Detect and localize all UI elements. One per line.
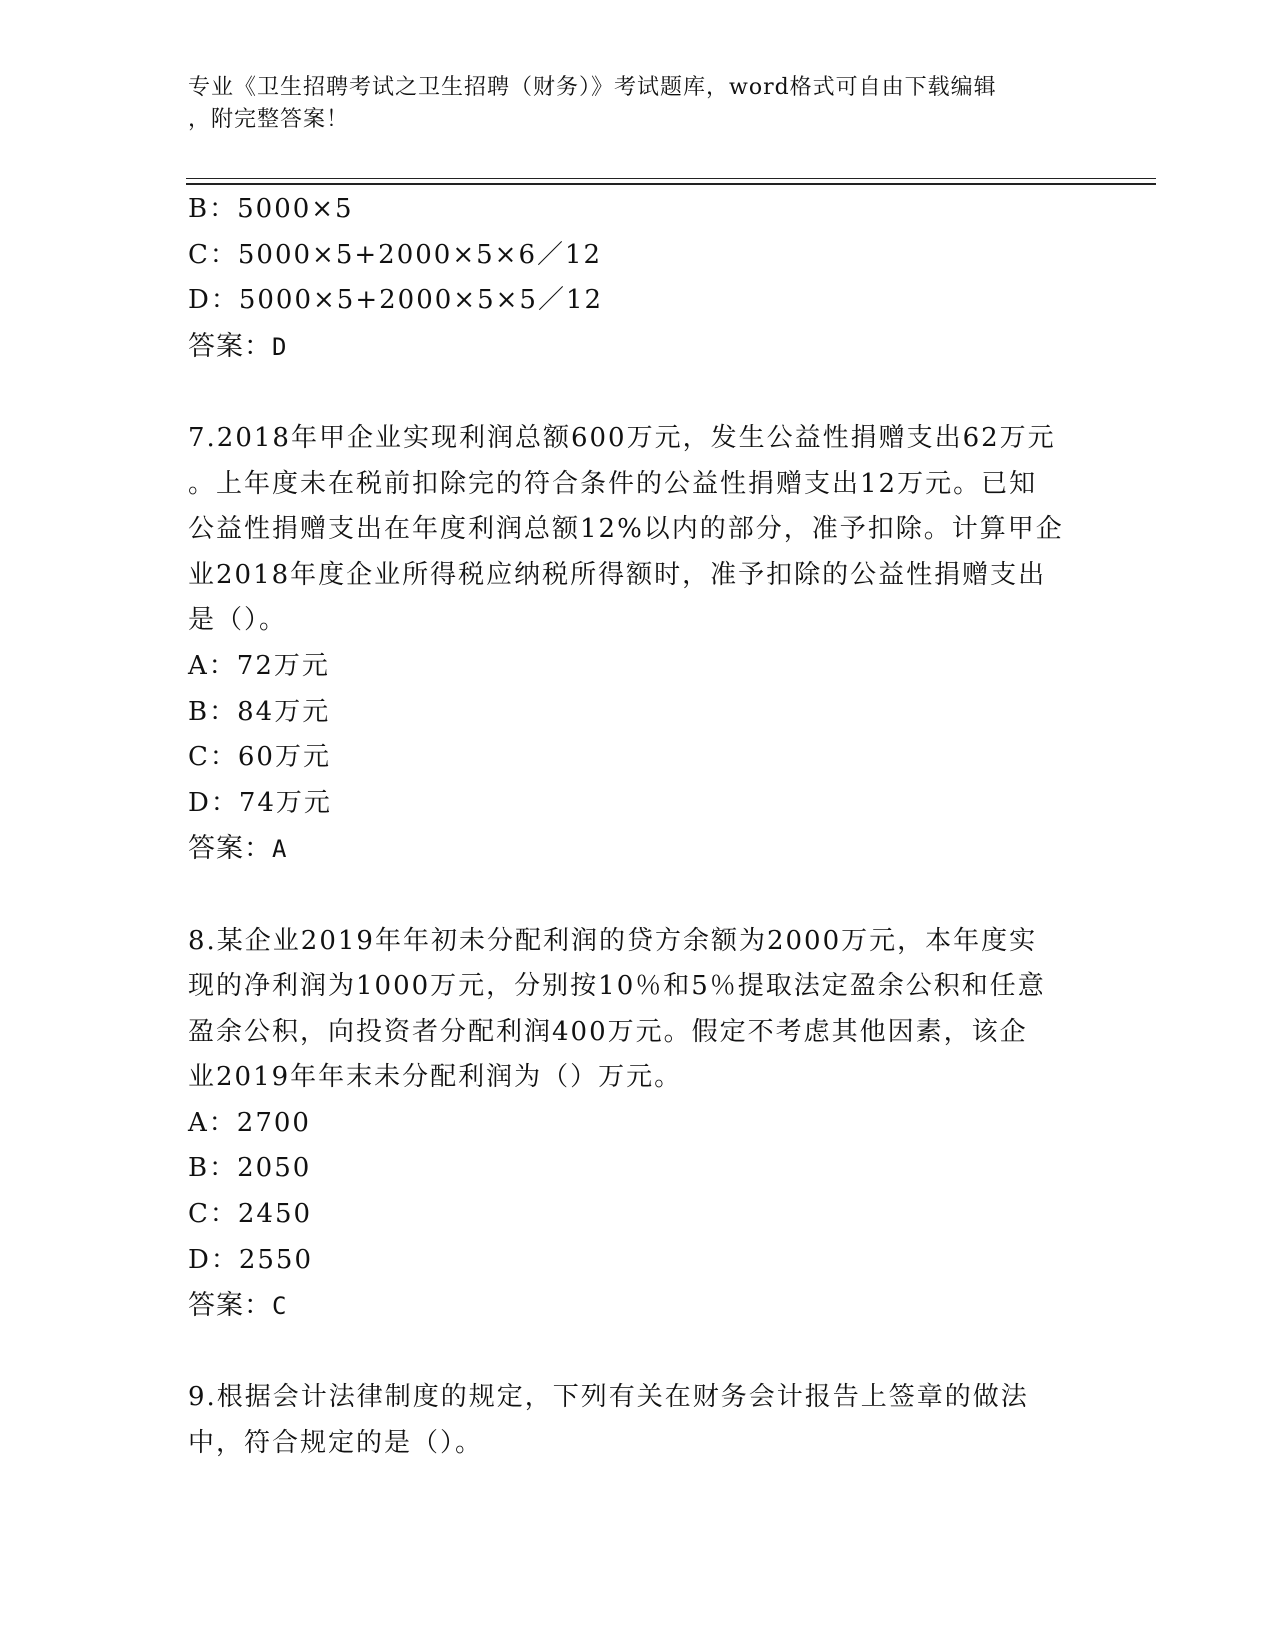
- answer-label: 答案：: [188, 330, 272, 362]
- question-text-line: 业2018年度企业所得税应纳税所得额时，准予扣除的公益性捐赠支出: [188, 559, 1047, 590]
- answer-line: [188, 1283, 1088, 1330]
- option-c: C：60万元: [188, 742, 331, 773]
- option-b: B：5000×5: [188, 194, 354, 224]
- question-text-line: 公益性捐赠支出在年度利润总额12%以内的部分，准予扣除。计算甲企: [188, 514, 1064, 545]
- question-9: [188, 1375, 1088, 1466]
- header-rule-thin: [186, 178, 1156, 179]
- option-d: D：5000×5+2000×5×5／12: [188, 285, 604, 316]
- option-a: A：2700: [188, 1107, 311, 1138]
- answer-label: 答案：: [188, 833, 272, 865]
- question-text-line: 现的净利润为1000万元，分别按10％和5％提取法定盈余公积和任意: [188, 971, 1046, 1002]
- question-text-line: 8.某企业2019年年初未分配利润的贷方余额为2000万元，本年度实: [188, 925, 1038, 956]
- document-body: [188, 187, 1088, 1467]
- question-text-line: 。上年度未在税前扣除完的符合条件的公益性捐赠支出12万元。已知: [188, 468, 1038, 499]
- answer-line: [188, 324, 1088, 371]
- question-text-line: 是（）。: [188, 605, 288, 636]
- question-text-line: 中，符合规定的是（）。: [188, 1428, 484, 1459]
- question-text-line: 7.2018年甲企业实现利润总额600万元，发生公益性捐赠支出62万元: [188, 422, 1056, 453]
- question-text-line: 盈余公积，向投资者分配利润400万元。假定不考虑其他因素，该企: [188, 1016, 1028, 1047]
- answer-value: D: [272, 332, 288, 361]
- option-c: C：5000×5+2000×5×6／12: [188, 239, 603, 270]
- answer-value: C: [272, 1292, 288, 1321]
- option-a: A：72万元: [188, 650, 330, 681]
- question-text-line: 业2019年年末未分配利润为（）万元。: [188, 1062, 683, 1093]
- option-b: B：84万元: [188, 696, 331, 727]
- option-d: D：2550: [188, 1244, 314, 1275]
- option-d: D：74万元: [188, 787, 332, 818]
- question-6: [188, 187, 1088, 370]
- question-text-line: 9.根据会计法律制度的规定，下列有关在财务会计报告上签章的做法: [188, 1382, 1029, 1413]
- option-c: C：2450: [188, 1199, 313, 1230]
- document-header: 专业《卫生招聘考试之卫生招聘（财务）》考试题库，word格式可自由下载编辑 ，附完整答案！: [188, 75, 997, 132]
- answer-line: [188, 826, 1088, 873]
- question-7: [188, 416, 1088, 873]
- answer-value: A: [272, 835, 288, 864]
- answer-label: 答案：: [188, 1290, 272, 1322]
- header-rule-thick: [186, 183, 1156, 185]
- question-8: [188, 919, 1088, 1330]
- option-b: B：2050: [188, 1153, 312, 1184]
